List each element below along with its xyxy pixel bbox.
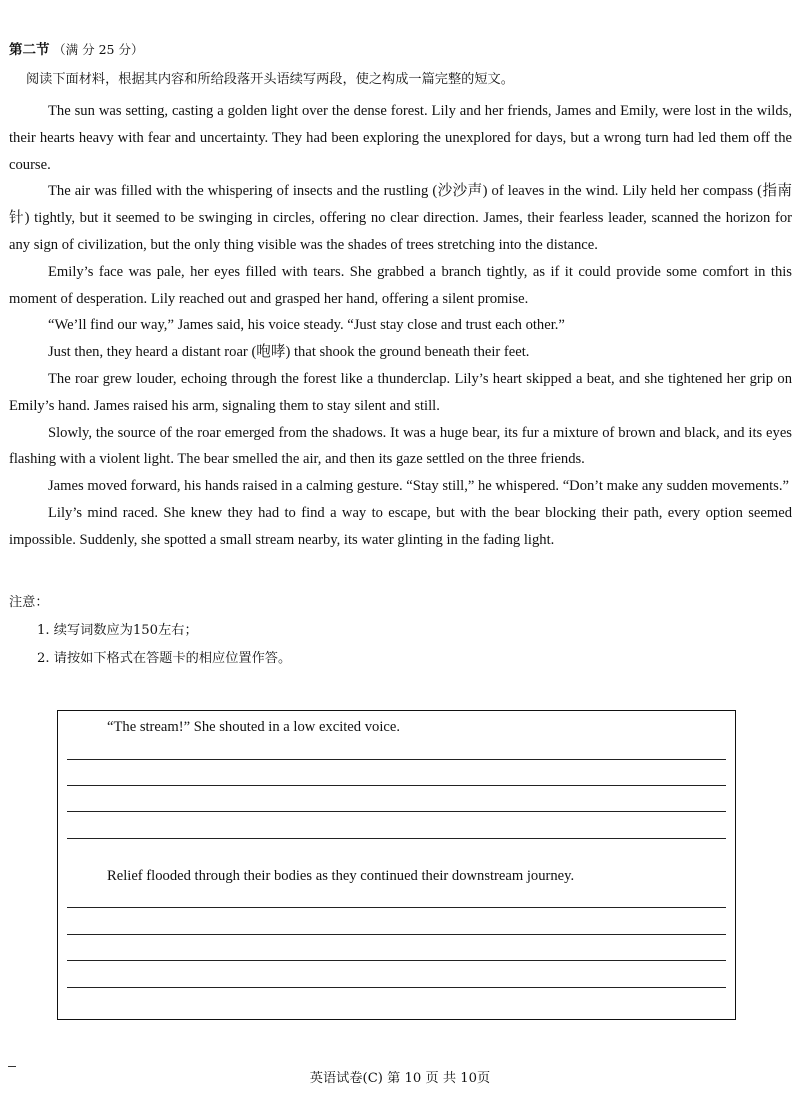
section-score: （满 分 25 分） [53,42,144,57]
writing-line[interactable] [67,759,726,760]
story-paragraph: “We’ll find our way,” James said, his voice steady. “Just stay close and trust each other.” [48,317,565,334]
story-paragraph: James moved forward, his hands raised in a calming gesture. “Stay still,” he whispered. “Don’t make any sudden movements.” [48,478,789,495]
writing-line[interactable] [67,785,726,786]
story-paragraph: The sun was setting, casting a golden light over the dense forest. Lily and her friends, James and Emily, were lost in the wilds, their hearts heavy with fear and uncertainty. They had been exploring the unexplored for days, but a wrong turn had led them off the course. [9,103,792,173]
task-instruction: 阅读下面材料，根据其内容和所给段落开头语续写两段，使之构成一篇完整的短文。 [26,72,514,87]
notes-section [9,589,291,673]
notes-heading: 注意： [9,595,49,610]
section-title: 第二节 [9,42,50,58]
writing-line[interactable] [67,838,726,839]
story-paragraph: The roar grew louder, echoing through the forest like a thunderclap. Lily’s heart skipped a beat, and she tightened her grip on Emily’s hand. James raised his arm, signaling them to stay silent and still. [9,370,792,414]
page-footer: 英语试卷(C) 第 10 页 共 10页 [309,1071,491,1086]
story-paragraph: Slowly, the source of the roar emerged from the shadows. It was a huge bear, its fur a mixture of brown and black, and its eyes flashing with a violent light. The bear smelled the air, and then its gaze settled on the three friends. [9,424,792,468]
section-heading [9,40,143,60]
story-paragraph: Just then, they heard a distant roar (咆哮) that shook the ground beneath their feet. [48,344,530,361]
note-item: 2. 请按如下格式在答题卡的相应位置作答。 [37,651,292,666]
writing-line[interactable] [67,934,726,935]
story-paragraph: The air was filled with the whispering of insects and the rustling (沙沙声) of leaves in the wind. Lily held her compass (指南针) tightly, but it seemed to be swinging in circles, offering no clear direction. James, their fearless leader, scanned the horizon for any sign of civilization, but the only thing visible was the shades of trees stretching into the distance. [9,183,792,253]
note-item: 1. 续写词数应为150左右； [37,623,198,638]
writing-line[interactable] [67,987,726,988]
writing-line[interactable] [67,811,726,812]
story-passage [9,98,792,554]
story-paragraph: Emily’s face was pale, her eyes filled with tears. She grabbed a branch tightly, as if it could provide some comfort in this moment of desperation. Lily reached out and grasped her hand, offering a silent promise. [9,263,792,307]
page-corner-mark [8,1066,16,1067]
paragraph-starter-1: “The stream!” She shouted in a low excited voice. [107,719,400,735]
writing-line[interactable] [67,960,726,961]
story-paragraph: Lily’s mind raced. She knew they had to find a way to escape, but with the bear blocking their path, every option seemed impossible. Suddenly, she spotted a small stream nearby, its water glinting in the fading light. [9,504,792,548]
paragraph-starter-2: Relief flooded through their bodies as they continued their downstream journey. [107,868,575,884]
answer-box [57,710,736,1020]
writing-line[interactable] [67,907,726,908]
